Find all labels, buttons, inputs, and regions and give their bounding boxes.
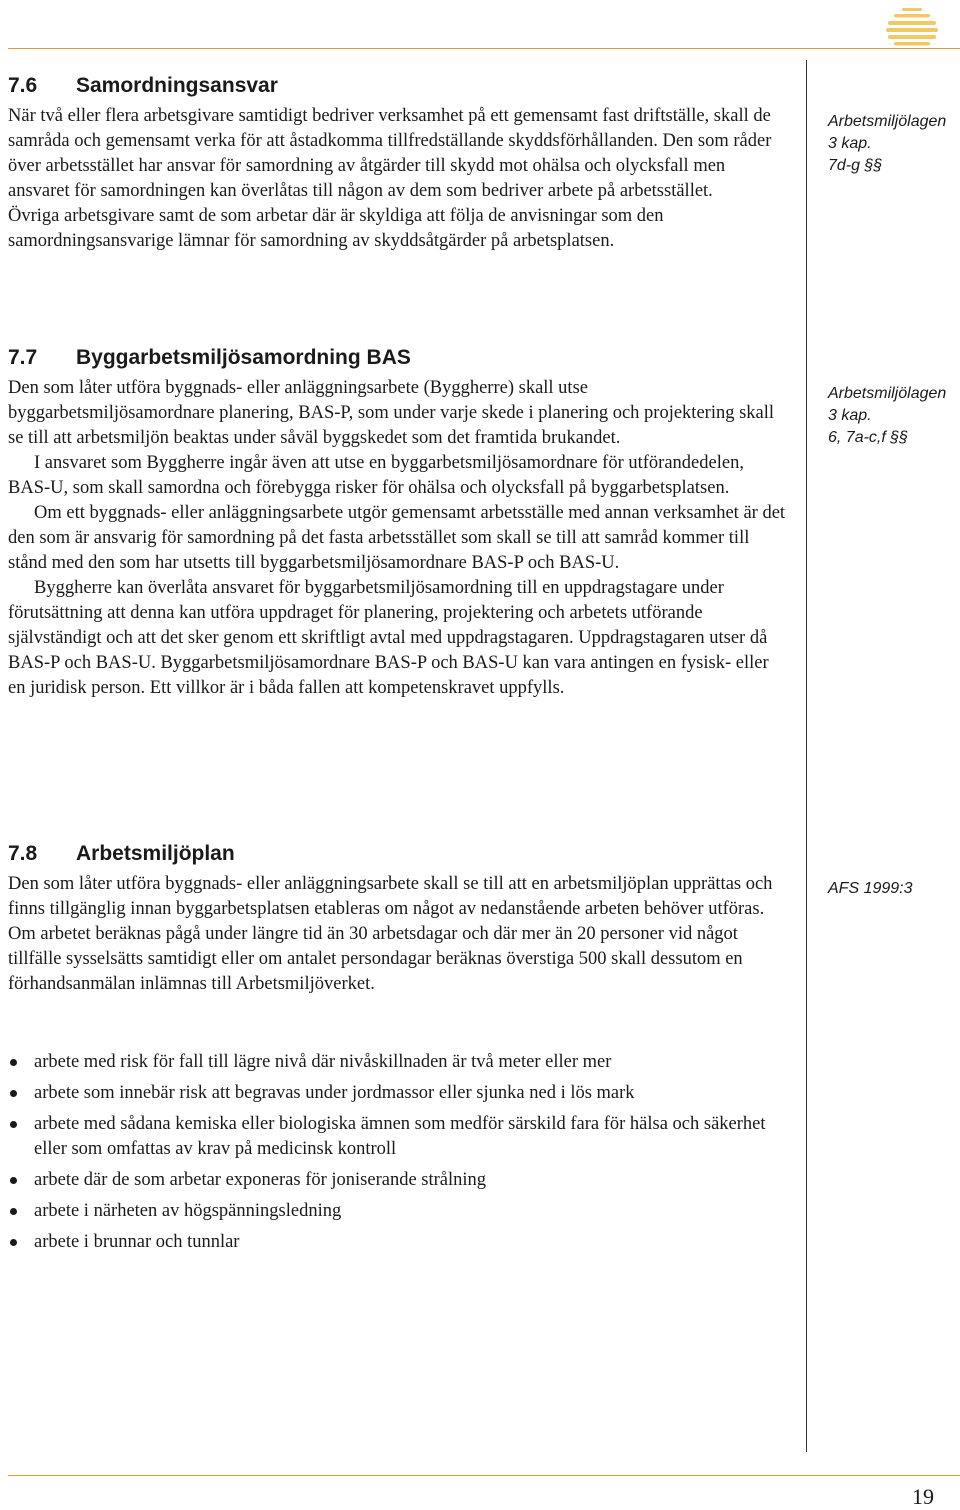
list-item-text: arbete som innebär risk att begravas under jordmassor eller sjunka ned i lös mark: [34, 1083, 635, 1103]
paragraph: Den som låter utföra byggnads- eller anläggningsarbete skall se till att en arbetsmiljöplan upprättas och finns tillgänglig innan byggarbetsplatsen etableras om något av nedanstående arbeten behöver utföras. Om arbetet beräknas pågå under längre tid än 30 arbetsdagar och där mer än 20 personer vid något tillfälle sysselsätts samtidigt eller om antalet persondagar beräknas överstiga 500 skall dessutom en förhandsanmälan inlämnas till Arbetsmiljöverket.: [8, 874, 773, 994]
section-heading: [8, 346, 788, 370]
list-item: [8, 1230, 788, 1255]
margin-reference: [828, 111, 958, 177]
list-item-text: arbete där de som arbetar exponeras för joniserande strålning: [34, 1170, 487, 1190]
bullet-icon: [10, 1239, 17, 1246]
list-item: [8, 1050, 788, 1075]
sun-stripes-logo-icon: [880, 6, 944, 50]
paragraph: I ansvaret som Byggherre ingår även att utse en byggarbetsmiljösamordnare för utförandedelen, BAS-U, som skall samordna och förebygga risker för ohälsa och olycksfall på byggarbetsplatsen.: [8, 453, 744, 498]
paragraph: Den som låter utföra byggnads- eller anläggningsarbete (Byggherre) skall utse byggarbetsmiljösamordnare planering, BAS-P, som under varje skede i planering och projektering skall se till att arbetsmiljön beaktas under såväl byggskedet som det framtida brukandet.: [8, 378, 775, 448]
list-item: [8, 1081, 788, 1106]
margin-paragraphs: 6, 7a-c,f §§: [828, 429, 909, 446]
margin-law: Arbetsmiljölagen: [828, 385, 947, 402]
section-7-8: [8, 842, 788, 997]
paragraph: När två eller flera arbetsgivare samtidigt bedriver verksamhet på ett gemensamt fast driftställe, skall de samråda och gemensamt verka för att åstadkomma tillfredställande skyddsförhållanden. Den som råder över arbetsstället har ansvar för samordning av åtgärder till skydd mot ohälsa och olycksfall men ansvaret för samordningen kan överlåtas till någon av dem som bedriver arbete på arbetsstället.: [8, 106, 772, 201]
section-7-6: [8, 74, 788, 254]
list-item-text: arbete med risk för fall till lägre nivå där nivåskillnaden är två meter eller mer: [34, 1052, 612, 1072]
page-number: 19: [912, 1484, 934, 1509]
margin-chapter: 3 kap.: [828, 135, 872, 152]
list-item-text: arbete i brunnar och tunnlar: [34, 1232, 240, 1252]
section-heading: [8, 74, 788, 98]
section-number: 7.8: [8, 842, 38, 865]
margin-regulation: AFS 1999:3: [828, 880, 913, 897]
margin-paragraphs: 7d-g §§: [828, 157, 883, 174]
bullet-icon: [10, 1090, 17, 1097]
bullet-icon: [10, 1059, 17, 1066]
bullet-list: [8, 1050, 788, 1261]
footer-rule: [8, 1475, 960, 1476]
list-item: [8, 1168, 788, 1193]
paragraph: Byggherre kan överlåta ansvaret för byggarbetsmiljösamordning till en uppdragstagare under förutsättning att denna kan utföra uppdraget för planering, projektering och arbetets utförande självständigt och att det sker genom ett skriftligt avtal med uppdragstagaren. Uppdragstagaren utser då BAS-P och BAS-U. Byggarbetsmiljösamordnare BAS-P och BAS-U kan vara antingen en fysisk- eller en juridisk person. Ett villkor är i båda fallen att kompetenskravet uppfylls.: [8, 578, 769, 698]
margin-divider: [806, 60, 807, 1452]
section-number: 7.6: [8, 74, 38, 97]
section-number: 7.7: [8, 346, 38, 369]
list-item: [8, 1112, 788, 1162]
bullet-icon: [10, 1121, 17, 1128]
section-title: Byggarbetsmiljösamordning BAS: [76, 346, 411, 369]
header-rule: [8, 48, 960, 49]
paragraph: Övriga arbetsgivare samt de som arbetar där är skyldiga att följa de anvisningar som den samordningsansvarige lämnar för samordning av skyddsåtgärder på arbetsplatsen.: [8, 206, 664, 251]
list-item-text: arbete med sådana kemiska eller biologiska ämnen som medför särskild fara för hälsa och säkerhet eller som omfattas av krav på medicinsk kontroll: [34, 1114, 766, 1159]
list-item-text: arbete i närheten av högspänningsledning: [34, 1201, 342, 1221]
margin-law: Arbetsmiljölagen: [828, 113, 947, 130]
margin-reference: [828, 383, 958, 449]
section-7-7: [8, 346, 788, 701]
paragraph: Om ett byggnads- eller anläggningsarbete utgör gemensamt arbetsställe med annan verksamhet är det den som är ansvarig för samordning på det fasta arbetsstället som skall se till att samråd kommer till stånd med den som har utsetts till byggarbetsmiljösamordnare BAS-P och BAS-U.: [8, 503, 786, 573]
bullet-icon: [10, 1177, 17, 1184]
margin-reference: [828, 878, 958, 900]
list-item: [8, 1199, 788, 1224]
bullet-icon: [10, 1208, 17, 1215]
section-title: Samordningsansvar: [76, 74, 278, 97]
section-heading: [8, 842, 788, 866]
margin-chapter: 3 kap.: [828, 407, 872, 424]
section-title: Arbetsmiljöplan: [76, 842, 235, 865]
